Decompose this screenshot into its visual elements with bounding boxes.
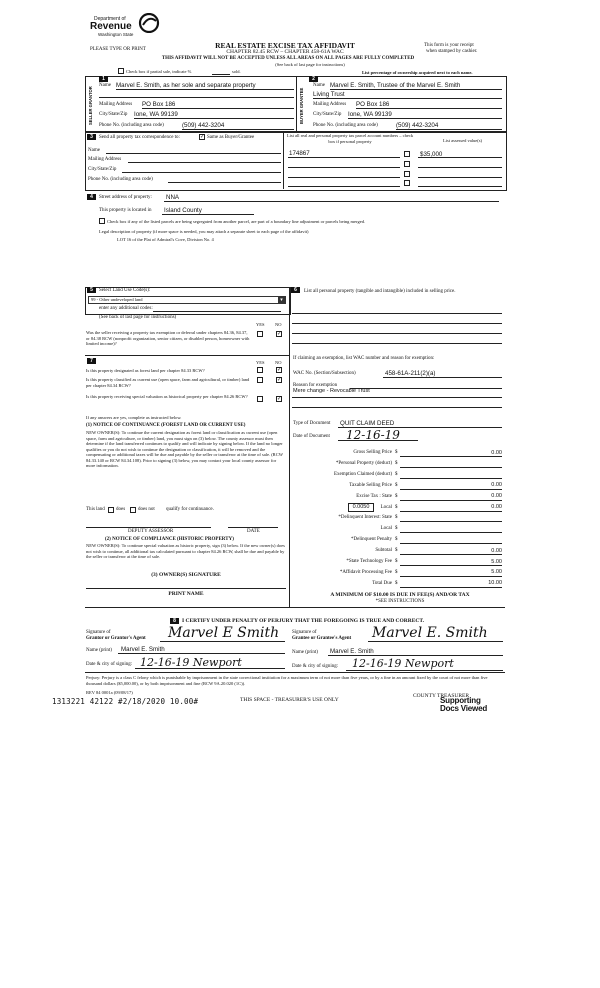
send-correspondence-label: Send all property tax correspondence to: <box>99 135 180 140</box>
fee-row-dollar: $ <box>395 537 398 543</box>
docs-viewed-stamp-word: Docs Viewed <box>440 704 488 713</box>
grantee-sig-label-2: Grantee or Grantee's Agent <box>292 636 352 641</box>
street-address-field[interactable]: NNA <box>166 194 180 201</box>
current-use-question: Is this property classified as current use (open space, farm and agricultural, or timber) land per chapter 84.34 RCW? <box>86 377 250 388</box>
segregated-label: Check box if any of the listed parcels are being segregated from another parcel, are part of a boundary line adjustment or parcels being merged. <box>107 219 366 224</box>
fee-row-label: *Affidavit Processing Fee <box>339 569 392 575</box>
does-not-label: does not <box>138 507 155 512</box>
print-name-label: PRINT NAME <box>168 591 204 597</box>
form-chapter: CHAPTER 82.45 RCW – CHAPTER 458-61A WAC <box>226 49 344 55</box>
section-5-number: 5 <box>87 287 96 293</box>
fee-row-label: *State Technology Fee <box>346 559 392 564</box>
corr-phone-label: Phone No. (including area code) <box>88 177 153 182</box>
yes-header-1: YES <box>256 322 265 327</box>
receipt-note-1: This form is your receipt <box>424 43 474 48</box>
fee-row-value[interactable]: 5.00 <box>491 569 502 576</box>
receipt-note-2: when stamped by cashier. <box>426 49 478 54</box>
same-as-buyer-label: Same as Buyer/Grantee <box>207 135 255 140</box>
dor-revenue-word: Revenue <box>90 21 132 32</box>
fee-row-label: *Personal Property (deduct) <box>335 460 392 466</box>
legal-description-field[interactable]: LOT 16 of the Plat of Admiral's Cove, Division No. 4 <box>117 237 214 242</box>
chevron-down-icon[interactable]: ▾ <box>278 297 285 303</box>
please-type: PLEASE TYPE OR PRINT <box>90 47 146 52</box>
grantee-date-label: Date & city of signing: <box>292 664 339 669</box>
forest-no-checkbox[interactable]: ✓ <box>277 367 282 373</box>
buyer-city-field[interactable]: Ione, WA 99139 <box>348 111 392 118</box>
seller-name-label: Name <box>99 83 111 88</box>
exemption-claim-label: If claiming an exemption, list WAC number and reason for exemption: <box>293 356 435 361</box>
fee-row-dollar: $ <box>395 493 398 499</box>
does-not-qualify-checkbox[interactable] <box>130 507 136 513</box>
county-treasurer-label: COUNTY TREASURER <box>413 693 470 699</box>
fee-row-label: Local <box>380 504 392 510</box>
fee-row-value[interactable]: 0.00 <box>491 547 502 554</box>
grantor-date-label: Date & city of signing: <box>86 662 133 667</box>
special-valuation-question: Is this property receiving special valuation as historical property per chapter 84.26 RCW? <box>86 394 248 399</box>
grantor-date-field[interactable]: 12-16-19 Newport <box>140 656 242 669</box>
forest-yes-checkbox[interactable] <box>257 367 263 373</box>
fee-row-label: Exemption Claimed (deduct) <box>333 471 392 477</box>
seller-city-field[interactable]: Ione, WA 99139 <box>134 111 178 118</box>
no-header-1: NO <box>275 322 282 327</box>
special-yes-checkbox[interactable] <box>257 396 263 402</box>
reason-label: Reason for exemption <box>293 383 338 388</box>
certify-statement: I CERTIFY UNDER PENALTY OF PERJURY THAT THE FOREGOING IS TRUE AND CORRECT. <box>182 618 425 624</box>
fee-row-value[interactable]: 0.00 <box>491 504 502 510</box>
owner-signature-label: (3) OWNER(S) SIGNATURE <box>151 572 221 578</box>
land-use-label: Select Land Use Code(s): <box>99 288 151 293</box>
partial-sale-checkbox[interactable] <box>118 68 124 74</box>
legal-description-label: Legal description of property (if more space is needed, you may attach a separate sheet to each page of the affidavit) <box>99 229 309 234</box>
county-field[interactable]: Island County <box>164 207 202 214</box>
personal-property-label: List all personal property (tangible and intangible) included in selling price. <box>304 289 456 294</box>
corr-city-label: City/State/Zip <box>88 167 117 172</box>
seller-mailing-field[interactable]: PO Box 186 <box>142 101 176 108</box>
partial-sale-label: Check box if partial sale, indicate % <box>126 69 192 74</box>
form-warning: THIS AFFIDAVIT WILL NOT BE ACCEPTED UNLESS ALL AREAS ON ALL PAGES ARE FULLY COMPLETED <box>161 56 415 61</box>
fee-row-value[interactable]: 5.00 <box>491 558 502 565</box>
seller-section-number: 1 <box>99 76 108 82</box>
fee-row-dollar: $ <box>395 548 398 554</box>
compliance-text: NEW OWNER(S): To continue special valuation as historic property, sign (3) below. If the new owner(s) does not wish to continue, all additional tax calculated pursuant to chapter 84.26 RCW, shall be due and payable by the seller or transferor at the time of sale. <box>86 543 285 559</box>
fee-row-label: Gross Selling Price <box>353 450 392 455</box>
seller-mailing-label: Mailing Address <box>99 102 133 107</box>
qualify-label: qualify for continuance. <box>166 507 214 512</box>
special-no-checkbox[interactable]: ✓ <box>277 396 282 402</box>
fee-row-dollar: $ <box>395 515 398 521</box>
fee-row-dollar: $ <box>395 504 398 510</box>
fee-row-value[interactable]: 0.00 <box>491 449 502 456</box>
dor-state-line: Washington State <box>98 32 134 37</box>
fee-row-dollar: $ <box>395 471 398 477</box>
fee-row-label: Subtotal <box>375 548 392 554</box>
doc-type-label: Type of Document <box>293 421 331 426</box>
corr-name-label: Name <box>88 148 100 153</box>
buyer-city-label: City/State/Zip <box>313 112 342 117</box>
current-use-yes-checkbox[interactable] <box>257 377 263 383</box>
treasurer-use-label: THIS SPACE - TREASURER'S USE ONLY <box>240 697 339 703</box>
personal-property-checkbox-3[interactable] <box>404 171 410 177</box>
reason-field[interactable]: Mere change - Revocable Trust <box>293 388 370 394</box>
located-in-label: This property is located in <box>99 208 152 213</box>
grantee-name-field[interactable]: Marvel E. Smith <box>330 648 374 655</box>
assessed-header: List assessed value(s) <box>443 138 482 143</box>
fee-row-value[interactable]: 0.00 <box>491 493 502 500</box>
doc-date-field[interactable]: 12-16-19 <box>346 428 400 442</box>
fee-row-value[interactable]: 10.00 <box>488 580 502 587</box>
local-rate-field[interactable]: 0.0050 <box>348 503 374 512</box>
parcel-number-1[interactable]: 174867 <box>289 150 310 157</box>
buyer-grantee-label: BUYER GRANTEE <box>299 87 304 125</box>
fee-row-label: Local <box>380 526 392 532</box>
land-use-select[interactable] <box>88 296 286 304</box>
fee-row-dollar: $ <box>395 526 398 532</box>
receipt-stamp: 1313221 42122 #2/18/2020 10.00# <box>52 697 199 706</box>
personal-property-checkbox-2[interactable] <box>404 161 410 167</box>
perjury-notice: Perjury: Perjury is a class C felony which is punishable by imprisonment in the state correctional institution for a maximum term of not more than five years, or by a fine in an amount fixed by the court of not more than five thousand dollars ($5,000.00), or by both imprisonment and fine (RCW 9A.20.020 (1C)). <box>86 675 488 686</box>
fee-row-label: Excise Tax : State <box>356 493 392 499</box>
buyer-section-number: 2 <box>309 76 318 82</box>
grantor-sig-label-1: Signature of <box>86 630 111 635</box>
segregated-checkbox[interactable] <box>99 218 105 224</box>
dor-logo <box>90 13 160 41</box>
personal-property-checkbox-1[interactable] <box>404 151 410 157</box>
same-as-buyer-checkbox[interactable]: ✓ <box>200 134 205 140</box>
buyer-phone-field[interactable]: (509) 442-3204 <box>396 122 439 129</box>
fee-row-label: *Delinquent Interest: State <box>338 515 392 521</box>
continuance-text: NEW OWNER(S): To continue the current designation as forest land or classification as current use (open space, farm and agriculture, or timber) land, you must sign on (3) below. The county assessor must then determine if the land transferred continues to qualify and will indicate by signing below. If the land no longer qualifies or you do not wish to continue the designation or classification, it will be removed and the compensating or additional taxes will be due and payable by the seller or transferor at the time of sale. (RCW 84.33.140 or RCW 84.34.108). Prior to signing (3) below, you may contact your local county assessor for more information. <box>86 430 283 468</box>
supporting-stamp-word: Supporting <box>440 696 481 705</box>
buyer-mailing-field[interactable]: PO Box 186 <box>356 101 390 108</box>
exemption-yes-checkbox[interactable] <box>257 331 263 337</box>
fee-row-dollar: $ <box>395 450 398 455</box>
wac-label: WAC No. (Section/Subsection) <box>293 371 356 376</box>
fee-row-dollar: $ <box>395 460 398 466</box>
dor-emblem-icon <box>138 13 160 33</box>
fee-row-label: *Delinquent Penalty <box>351 537 392 543</box>
section-6-number: 6 <box>291 287 300 293</box>
personal-property-checkbox-4[interactable] <box>404 180 410 186</box>
supporting-docs-stamp <box>440 697 487 713</box>
grantee-sig-label-1: Signature of <box>292 630 317 635</box>
street-address-label: Street address of property: <box>99 195 152 200</box>
see-back-note: (See back of last page for instructions) <box>275 62 345 67</box>
doc-date-label: Date of Document <box>293 434 330 439</box>
section-3-number: 3 <box>87 134 96 140</box>
fee-row-dollar: $ <box>395 482 398 488</box>
land-use-selected-value: 99 - Other undeveloped land <box>91 297 143 302</box>
grantor-name-label: Name (print) <box>86 648 112 653</box>
compliance-title: (2) NOTICE OF COMPLIANCE (HISTORIC PROPERTY) <box>105 537 234 542</box>
seller-phone-label: Phone No. (including area code) <box>99 123 164 128</box>
seller-grantor-label: SELLER GRANTOR <box>88 86 93 126</box>
minimum-due-note: A MINIMUM OF $10.00 IS DUE IN FEE(S) AND/OR TAX <box>330 592 470 598</box>
forest-question: Is this property designated as forest land per chapter 84.33 RCW? <box>86 368 205 373</box>
exemption-question: Was the seller receiving a property tax exemption or deferral under chapters 84.36, 84.37, or 84.38 RCW (nonprofit organization, senior citizen, or disabled person, homeowner with limited income)? <box>86 330 250 346</box>
additional-codes-label: enter any additional codes: <box>99 306 153 311</box>
corr-mailing-label: Mailing Address <box>88 157 122 162</box>
this-land-label: This land <box>86 507 105 512</box>
seller-name-field[interactable]: Marvel E. Smith, as her sole and separate property <box>116 82 256 89</box>
if-yes-note: If any answers are yes, complete as instructed below. <box>86 415 182 420</box>
grantor-signature[interactable]: Marvel E Smith <box>168 625 280 641</box>
fee-row-label: Total Due <box>372 580 392 586</box>
buyer-name-field-2[interactable]: Living Trust <box>313 91 345 98</box>
does-qualify-checkbox[interactable] <box>108 507 114 513</box>
ownership-note: List percentage of ownership acquired next to each name. <box>362 70 473 75</box>
form-number: REV 84 0001a (09/08/17) <box>86 690 133 695</box>
current-use-no-checkbox[interactable]: ✓ <box>277 377 282 383</box>
grantor-sig-label-2: Grantor or Grantor's Agent <box>86 636 146 641</box>
fee-row-dollar: $ <box>395 580 398 586</box>
seller-phone-field[interactable]: (509) 442-3204 <box>182 122 225 129</box>
section-7-number: 7 <box>87 358 96 364</box>
wac-field[interactable]: 458-61A-211(2)(a) <box>385 370 436 377</box>
fee-row-label: Taxable Selling Price <box>349 482 392 488</box>
fee-row-dollar: $ <box>395 569 398 575</box>
sold-label: sold. <box>232 69 241 74</box>
buyer-name-label: Name <box>313 83 325 88</box>
doc-type-field[interactable]: QUIT CLAIM DEED <box>340 420 395 427</box>
seller-city-label: City/State/Zip <box>99 112 128 117</box>
form-title: REAL ESTATE EXCISE TAX AFFIDAVIT <box>215 41 355 50</box>
continuance-title: (1) NOTICE OF CONTINUANCE (FOREST LAND OR CURRENT USE) <box>86 423 246 428</box>
deputy-assessor-label: DEPUTY ASSESSOR <box>128 529 174 534</box>
parcel-header: List all real and personal property tax parcel account numbers – check box if personal property <box>286 133 414 144</box>
dor-dept-line: Department of <box>94 16 126 22</box>
fee-row-value[interactable]: 0.00 <box>491 482 502 489</box>
section-8-number: 8 <box>170 618 179 624</box>
grantee-signature[interactable]: Marvel E. Smith <box>372 625 488 641</box>
grantor-name-field[interactable]: Marvel E. Smith <box>121 646 165 653</box>
buyer-phone-label: Phone No. (including area code) <box>313 123 378 128</box>
no-header-2: NO <box>275 360 282 365</box>
does-label: does <box>116 507 126 512</box>
deputy-date-label: DATE <box>247 529 260 534</box>
fee-row-dollar: $ <box>395 559 398 564</box>
buyer-mailing-label: Mailing Address <box>313 102 347 107</box>
assessed-value-1[interactable]: $35,000 <box>420 151 443 158</box>
buyer-name-field[interactable]: Marvel E. Smith, Trustee of the Marvel E. Smith <box>330 82 461 89</box>
section-4-number: 4 <box>87 194 96 200</box>
land-use-see-back: (See back of last page for instructions) <box>99 315 177 320</box>
grantee-date-field[interactable]: 12-16-19 Newport <box>352 657 454 670</box>
see-instructions-note: *SEE INSTRUCTIONS <box>375 599 425 604</box>
yes-header-2: YES <box>256 360 265 365</box>
grantee-name-label: Name (print) <box>292 650 318 655</box>
exemption-no-checkbox[interactable]: ✓ <box>277 331 282 337</box>
